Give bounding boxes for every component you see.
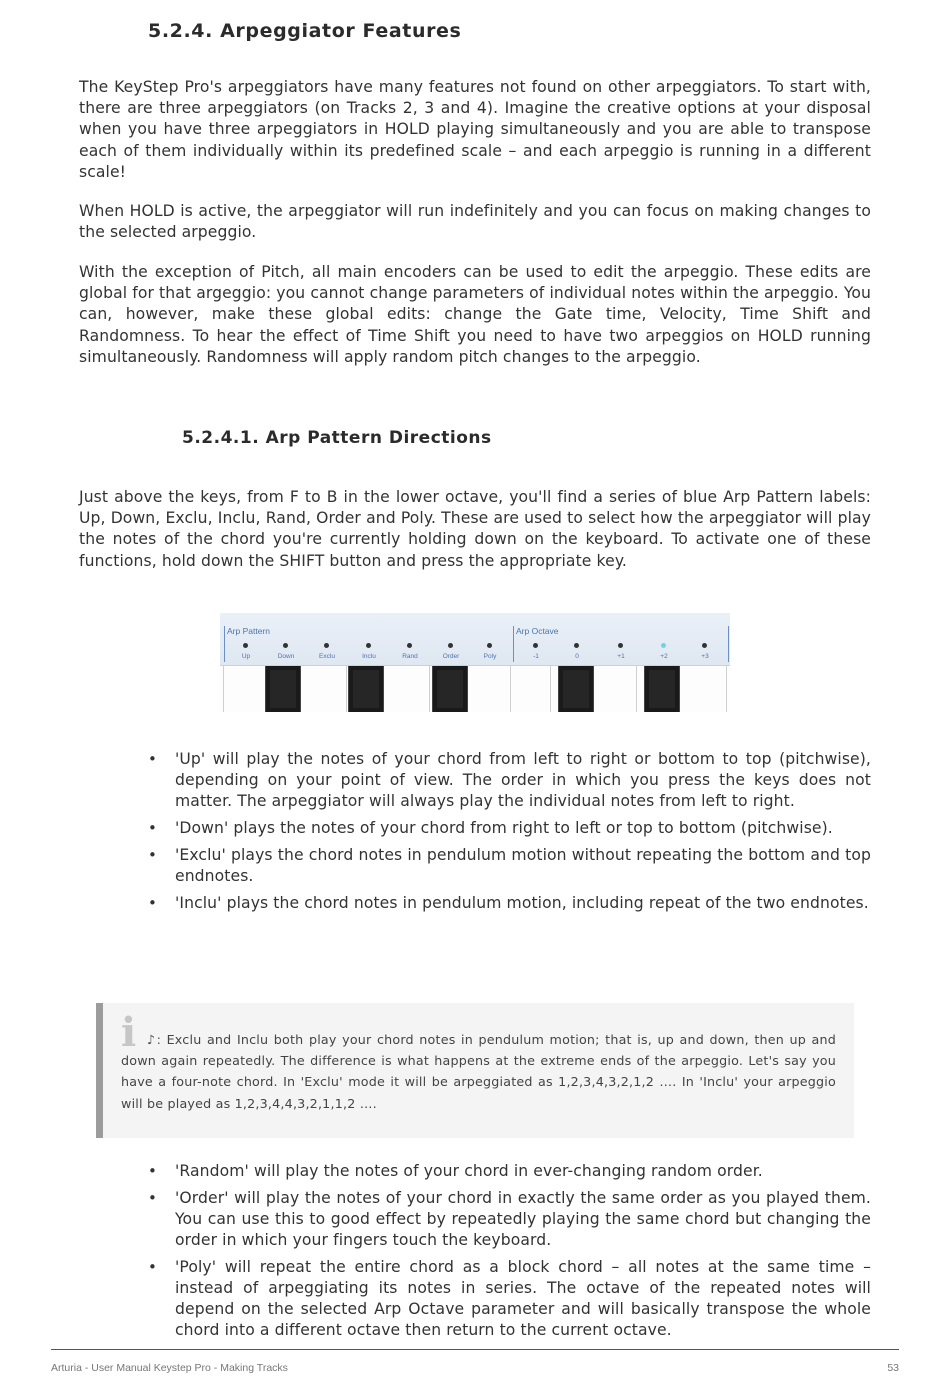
list-item-order: • 'Order' will play the notes of your chord in exactly the same order as you played them. You can use this to good effect by repeatedly playing the same chord but changing the order in which your fingers touch the keyboard. (175, 1188, 871, 1252)
led-octave-minus1 (533, 643, 538, 648)
paragraph-hold: When HOLD is active, the arpeggiator will run indefinitely and you can focus on making changes to the selected arpeggio. (79, 202, 871, 242)
white-key-divider (510, 666, 511, 712)
label-inclu: Inclu (362, 653, 376, 660)
list-item-poly: • 'Poly' will repeat the entire chord as a block chord – all notes at the same time – instead of arpeggiating its notes in series. The octave of the repeated notes will depend on the selected Arp Octave parameter and will basically transpose the whole chord into a different octave then return to the current octave. (175, 1257, 871, 1342)
white-key-divider (223, 666, 224, 712)
white-key-divider (726, 666, 727, 712)
info-note-box (96, 1003, 854, 1138)
led-up (243, 643, 248, 648)
note-marker: ♪: (147, 1032, 162, 1047)
label-rand: Rand (402, 653, 418, 660)
paragraph-encoders: With the exception of Pitch, all main encoders can be used to edit the arpeggio. These edits are global for that argeggio: you cannot change parameters of individual notes within the arpeggio. You can, however, make these global edits: change the Gate time, Velocity, Time Shift and Randomness. To hear the effect of Time Shift you need to have two arpeggios on HOLD running simultaneously. Randomness will apply random pitch changes to the arpeggio. (79, 263, 871, 366)
label-octave-plus3: +3 (701, 653, 709, 660)
led-octave-plus3 (702, 643, 707, 648)
list-item-down: • 'Down' plays the notes of your chord from right to left or top to bottom (pitchwise). (175, 818, 871, 839)
white-key-divider (429, 666, 430, 712)
black-key (348, 666, 384, 712)
black-key (265, 666, 301, 712)
info-icon: i (121, 1009, 137, 1056)
label-octave-0: 0 (575, 653, 579, 660)
black-key (432, 666, 468, 712)
info-note-text (121, 1029, 836, 1114)
label-octave-plus1: +1 (617, 653, 625, 660)
label-poly: Poly (483, 653, 497, 660)
arp-octave-title: Arp Octave (516, 626, 559, 636)
label-up: Up (241, 653, 251, 660)
arp-pattern-title: Arp Pattern (227, 626, 270, 636)
label-exclu: Exclu (319, 653, 335, 660)
list-item-exclu: • 'Exclu' plays the chord notes in pendulum motion without repeating the bottom and top endnotes. (175, 845, 871, 887)
list-item-random: • 'Random' will play the notes of your chord in ever-changing random order. (175, 1161, 871, 1182)
label-octave-minus1: -1 (533, 653, 539, 660)
footer-title: Arturia - User Manual Keystep Pro - Making Tracks (51, 1362, 288, 1374)
footer-divider (51, 1349, 899, 1350)
section-heading: 5.2.4. Arpeggiator Features (148, 20, 462, 42)
label-down: Down (277, 653, 295, 660)
note-body: Exclu and Inclu both play your chord notes in pendulum motion; that is, up and down, then up and down again repeatedly. The difference is what happens at the extreme ends of the arpeggio. Let's say you have a four-note chord. In 'Exclu' mode it will be arpeggiated as 1,2,3,4,3,2,1,2 …. In 'Inclu' your arpeggio will be played as 1,2,3,4,4,3,2,1,1,2 …. (121, 1032, 836, 1111)
led-octave-plus1 (618, 643, 623, 648)
led-poly (487, 643, 492, 648)
keyboard-label-panel (220, 613, 730, 666)
led-inclu (366, 643, 371, 648)
black-key (558, 666, 594, 712)
led-octave-0 (574, 643, 579, 648)
list-item-up: • 'Up' will play the notes of your chord from left to right or bottom to top (pitchwise), depending on your point of view. The order in which you press the keys does not matter. The arpeggiator will always play the individual notes from left to right. (175, 749, 871, 813)
keyboard-arp-image (220, 613, 730, 712)
arp-direction-list (175, 749, 871, 919)
label-order: Order (442, 653, 460, 660)
paragraph-arp-pattern-intro: Just above the keys, from F to B in the lower octave, you'll find a series of blue Arp Pattern labels: Up, Down, Exclu, Inclu, Rand, Order and Poly. These are used to select how the arpeggiator will play the notes of the chord you're currently holding down on the keyboard. To activate one of these functions, hold down the SHIFT button and press the appropriate key. (79, 488, 871, 570)
white-key-divider (346, 666, 347, 712)
arp-direction-list-continued (175, 1161, 871, 1347)
list-item-inclu: • 'Inclu' plays the chord notes in pendulum motion, including repeat of the two endnotes. (175, 893, 871, 914)
led-exclu (324, 643, 329, 648)
page-number: 53 (887, 1362, 899, 1374)
piano-keys (220, 666, 730, 712)
led-down (283, 643, 288, 648)
paragraph-intro: The KeyStep Pro's arpeggiators have many features not found on other arpeggiators. To start with, there are three arpeggiators (on Tracks 2, 3 and 4). Imagine the creative options at your disposal when you have three arpeggiators in HOLD playing simultaneously and you are able to transpose each of them individually within its predefined scale – and each arpeggio is running in a different scale! (79, 78, 871, 181)
white-key-divider (636, 666, 637, 712)
subsection-heading: 5.2.4.1. Arp Pattern Directions (182, 428, 492, 448)
led-order (448, 643, 453, 648)
led-octave-plus2-active (661, 643, 666, 648)
led-rand (407, 643, 412, 648)
label-octave-plus2: +2 (660, 653, 668, 660)
white-key-divider (550, 666, 551, 712)
black-key (644, 666, 680, 712)
